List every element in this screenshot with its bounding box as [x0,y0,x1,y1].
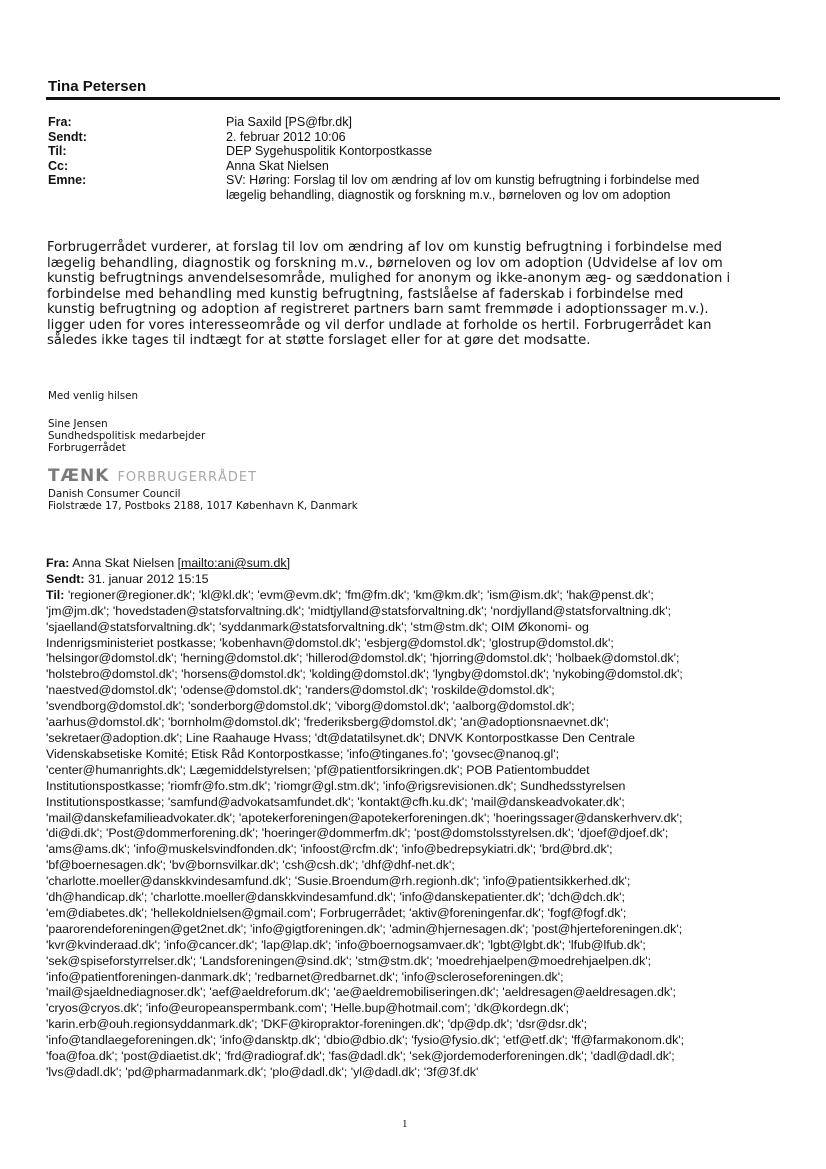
body-line: forbindelse med behandling med kunstig befrugtning, fastslåelse af faderskab i forbindelse med [47,286,684,302]
mailbox-owner-name: Tina Petersen [48,78,147,95]
subject-line-1: SV: Høring: Forslag til lov om ændring af lov om kunstig befrugtning i forbindelse med [226,173,700,187]
to-row [48,144,788,159]
recipient-line: Institutionspostkasse; 'riomfr@fo.stm.dk'; 'riomgr@gl.stm.dk'; 'info@rigsrevisionen.dk'; Sundhedsstyrelsen [46,778,626,793]
subject-line-2: lægelig behandling, diagnostik og forskning m.v., børneloven og lov om adoption [226,187,671,202]
page-number: 1 [402,1118,408,1130]
recipient-line: 'info@tandlaegeforeningen.dk'; 'info@dansktp.dk'; 'dbio@dbio.dk'; 'fysio@fysio.dk'; 'etf@etf.dk'; 'ff@farmakonom.dk'; [46,1033,685,1048]
sent-row [48,130,788,145]
fwd-sent-label: Sendt: [46,571,85,586]
recipient-line: 'charlotte.moeller@danskkvindesamfund.dk'; 'Susie.Broendum@rh.regionh.dk'; 'info@patientsikkerhed.dk'; [46,874,631,889]
recipient-line: 'di@di.dk'; 'Post@dommerforening.dk'; 'hoeringer@dommerfm.dk'; 'post@domstolsstyrelsen.dk'; 'djoef@djoef.dk'; [46,826,669,841]
cc-label: Cc: [48,158,69,173]
body-line: kunstig befrugtning og adoption af registreret partners barn samt fremmøde i adoptionssager m.v.). [47,302,709,317]
recipient-line: 'mail@danskefamilieadvokater.dk'; 'apotekerforeningen@apotekerforeningen.dk'; 'hoeringssager@danskerhverv.dk'; [46,810,683,825]
fwd-mailto-link[interactable]: [mailto:ani@sum.dk] [177,556,291,570]
logo-main-text: TÆNK [48,466,110,486]
fwd-sent-row [46,572,786,588]
fwd-to-label: Til: [46,587,65,602]
sent-label: Sendt: [48,129,87,144]
recipient-line: 'aarhus@domstol.dk'; 'bornholm@domstol.dk'; 'frederiksberg@domstol.dk'; 'an@adoptionsnaevnet.dk'; [46,715,610,730]
signature-block [48,418,205,454]
email-header [48,115,788,202]
recipient-line: 'sek@spiseforstyrrelser.dk'; 'Landsforeningen@sind.dk'; 'stm@stm.dk'; 'moedrehjaelpen@moedrehjaelpen.dk'; [46,953,652,968]
recipient-line: 'holstebro@domstol.dk'; 'horsens@domstol.dk'; 'kolding@domstol.dk'; 'lyngby@domstol.dk'; 'nykobing@domstol.dk'; [46,667,683,682]
signature-name: Sine Jensen [48,418,108,430]
subject-row [48,173,788,202]
subject-label: Emne: [48,173,87,187]
recipient-line: 'cryos@cryos.dk'; 'info@europeanspermbank.com'; 'Helle.bup@hotmail.com'; 'dk@kordegn.dk'; [46,1001,570,1016]
recipient-line: 'bf@boernesagen.dk'; 'bv@bornsvilkar.dk'; 'csh@csh.dk'; 'dhf@dhf-net.dk'; [46,858,455,873]
sent-value: 2. februar 2012 10:06 [226,129,346,144]
recipient-line: Indenrigsministeriet postkasse; 'kobenhavn@domstol.dk'; 'esbjerg@domstol.dk'; 'glostrup@domstol.dk'; [46,635,614,650]
body-line: Forbrugerrådet vurderer, at forslag til lov om ændring af lov om kunstig befrugtning i forbindelse med [47,240,723,255]
recipient-line: 'helsingor@domstol.dk'; 'herning@domstol.dk'; 'hillerod@domstol.dk'; 'hjorring@domstol.dk'; 'holbaek@domstol.dk'; [46,651,680,666]
cc-row [48,159,788,174]
recipient-line: 'center@humanrights.dk'; Lægemiddelstyrelsen; 'pf@patientforsikringen.dk'; POB Patientombuddet [46,762,590,777]
from-label: Fra: [48,115,72,129]
fwd-to-first-line: 'regioner@regioner.dk'; 'kl@kl.dk'; 'evm@evm.dk'; 'fm@fm.dk'; 'km@km.dk'; 'ism@ism.dk'; 'hak@penst.dk'; [67,587,654,602]
recipient-line: 'paarorendeforeningen@get2net.dk'; 'info@gigtforeningen.dk'; 'admin@hjernesagen.dk'; 'post@hjerteforeningen.dk'; [46,921,683,936]
fwd-from-name: Anna Skat Nielsen [72,556,175,570]
recipient-line: 'lvs@dadl.dk'; 'pd@pharmadanmark.dk'; 'plo@dadl.dk'; 'yl@dadl.dk'; '3f@3f.dk' [46,1065,479,1079]
recipient-line: 'em@diabetes.dk'; 'hellekoldnielsen@gmail.com'; Forbrugerrådet; 'aktiv@foreningenfar.dk'; 'fogf@fogf.dk'; [46,905,627,920]
recipient-line: 'sekretaer@adoption.dk'; Line Raahauge Hvass; 'dt@datatilsynet.dk'; DNVK Kontorpostkasse Den Centrale [46,730,636,745]
recipient-line: 'karin.erb@ouh.regionsyddanmark.dk'; 'DKF@kiropraktor-foreningen.dk'; 'dp@dp.dk'; 'dsr@dsr.dk'; [46,1017,588,1032]
signature-title: Sundhedspolitisk medarbejder [48,430,206,442]
cc-value: Anna Skat Nielsen [226,158,329,173]
recipient-line: 'sjaelland@statsforvaltning.dk'; 'syddanmark@statsforvaltning.dk'; 'stm@stm.dk'; OIM Økonomi- og [46,619,589,634]
fwd-sent-value: 31. januar 2012 15:15 [88,571,209,586]
recipient-line: 'dh@handicap.dk'; 'charlotte.moeller@danskkvindesamfund.dk'; 'info@danskepatienter.dk'; 'dch@dch.dk'; [46,890,625,905]
from-row [48,115,788,130]
fwd-from-row [46,556,786,572]
body-line: lægelig behandling, diagnostik og forskning m.v., børneloven og lov om adoption (Udvidelse af lov om [47,255,723,271]
recipient-line: 'mail@sjaeldnediagnoser.dk'; 'aef@aeldreforum.dk'; 'ae@aeldremobiliseringen.dk'; 'aeldresagen@aeldresagen.dk'; [46,985,676,1000]
greeting: Med venlig hilsen [48,390,138,402]
from-value: Pia Saxild [PS@fbr.dk] [226,115,352,129]
recipient-line: 'naestved@domstol.dk'; 'odense@domstol.dk'; 'randers@domstol.dk'; 'roskilde@domstol.dk'; [46,683,555,698]
recipient-line: 'kvr@kvinderaad.dk'; 'info@cancer.dk'; 'lap@lap.dk'; 'info@boernogsamvaer.dk'; 'lgbt@lgbt.dk'; 'lfub@lfub.dk'; [46,937,646,952]
council-name: Danish Consumer Council [48,488,181,500]
recipient-line: 'ams@ams.dk'; 'info@muskelsvindfonden.dk'; 'infoost@rcfm.dk'; 'info@bedrepsykiatri.dk'; 'brd@brd.dk'; [46,842,613,857]
body-line: ligger uden for vores interesseområde og vil derfor undlade at forholde os hertil. Forbrugerrådet kan [47,317,712,333]
message-body [47,240,777,349]
body-line: således ikke tages til indtægt for at støtte forslaget eller for at gøre det modsatte. [47,333,591,348]
fwd-to-row [46,588,786,604]
to-value: DEP Sygehuspolitik Kontorpostkasse [226,144,433,158]
recipient-line: Videnskabsetiske Komité; Etisk Råd Kontorpostkasse; 'info@tinganes.fo'; 'govsec@nanoq.gl'; [46,746,560,761]
forwarded-message [46,556,786,1081]
council-info [48,488,358,512]
header-divider [46,97,780,100]
recipient-line: 'foa@foa.dk'; 'post@diaetist.dk'; 'frd@radiograf.dk'; 'fas@dadl.dk'; 'sek@jordemoderforeningen.dk'; 'dadl@dadl.dk'; [46,1049,675,1064]
recipient-line: 'jm@jm.dk'; 'hovedstaden@statsforvaltning.dk'; 'midtjylland@statsforvaltning.dk'; 'nordjylland@statsforvaltning.dk'; [46,603,672,618]
subject-value [226,173,766,202]
recipient-line: Institutionspostkasse; 'samfund@advokatsamfundet.dk'; 'kontakt@cfh.ku.dk'; 'mail@danskeadvokater.dk'; [46,794,625,809]
taenk-logo [48,466,257,486]
body-line: kunstig befrugtnings anvendelsesområde, mulighed for anonym og ikke-anonym æg- og sæddonation i [47,271,731,286]
signature-org: Forbrugerrådet [48,442,126,454]
logo-sub-text: FORBRUGERRÅDET [117,470,258,485]
fwd-from-label: Fra: [46,556,70,570]
recipient-line: 'svendborg@domstol.dk'; 'sonderborg@domstol.dk'; 'viborg@domstol.dk'; 'aalborg@domstol.dk'; [46,699,575,714]
fwd-recipient-list [46,604,786,1081]
recipient-line: 'info@patientforeningen-danmark.dk'; 'redbarnet@redbarnet.dk'; 'info@scleroseforeningen.dk'; [46,969,564,984]
council-address: Fiolstræde 17, Postboks 2188, 1017 København K, Danmark [48,500,358,512]
to-label: Til: [48,144,67,158]
